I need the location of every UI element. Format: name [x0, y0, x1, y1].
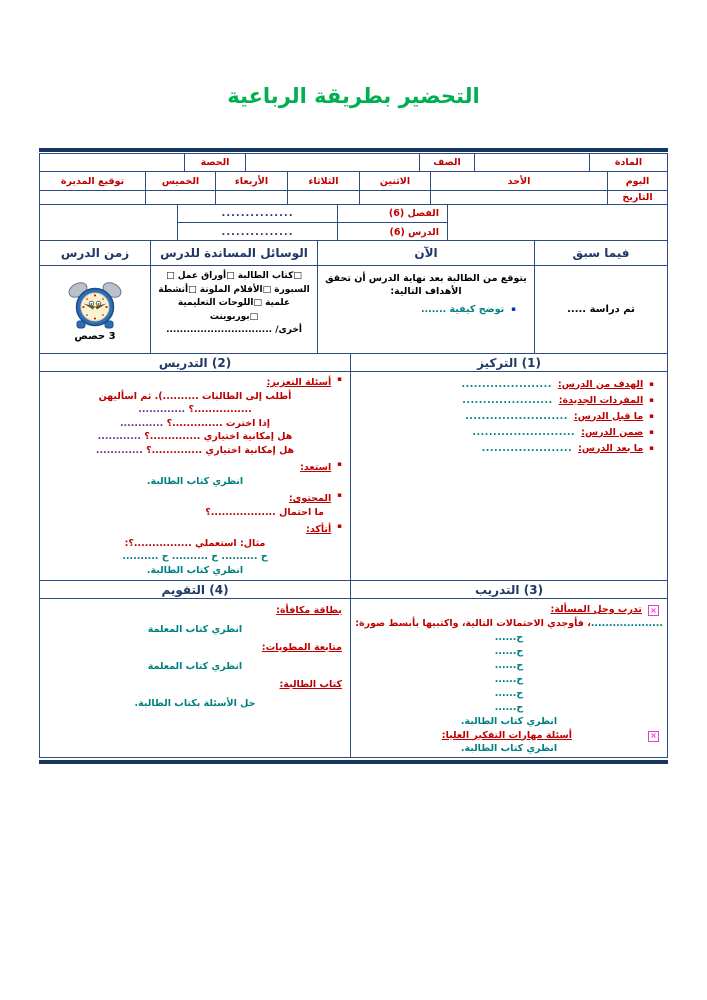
date-cell-monday[interactable]: [359, 191, 430, 204]
objective-item: [318, 303, 534, 316]
student-book-note: حل الأسئلة بكتاب الطالبة.: [134, 698, 256, 709]
time-content: [40, 266, 150, 353]
boxed-x-icon: ×: [648, 731, 659, 742]
day-tuesday: الثلاثاء: [287, 172, 359, 190]
bullet-square-icon: ▪: [649, 379, 654, 388]
row-quadrant-content-top: [40, 372, 667, 581]
bullet-square-icon: ▪: [337, 375, 342, 383]
previous-content: تم دراسة .....: [534, 266, 667, 353]
row-chapter-lesson: [40, 205, 667, 241]
bullet-square-icon: ▪: [649, 411, 654, 420]
bottom-divider: [39, 760, 668, 764]
probability-line[interactable]: ح......: [494, 645, 524, 657]
date-cell-sunday[interactable]: [430, 191, 607, 204]
day-thursday: الخميس: [145, 172, 215, 190]
row-band-headers: [40, 241, 667, 266]
confirm-h-line: ح .......... ح .......... ح ..........: [122, 551, 268, 562]
evaluation-header: (4) التقويم: [161, 582, 229, 597]
get-ready-note: انظري كتاب الطالبة.: [146, 475, 244, 487]
chapter-value[interactable]: ...............: [221, 208, 294, 219]
date-cell-tuesday[interactable]: [287, 191, 359, 204]
higher-thinking-label: × أسئلة مهارات التفكير العليا:: [351, 729, 667, 743]
chapter-label: الفصل (6): [337, 205, 447, 222]
materials-other-line[interactable]: أخرى/ ...............................: [166, 325, 302, 335]
date-cell-wednesday[interactable]: [215, 191, 287, 204]
solve-problem-line: ....................، فأوجدي الاحتمالات التالية، واكتبيها بأبسط صورة:: [355, 617, 663, 629]
row-quadrant-content-bottom: [40, 599, 667, 757]
day-sunday: الأحد: [430, 172, 607, 190]
probability-line[interactable]: ح......: [494, 659, 524, 671]
get-ready-label: ▪ استعد:: [300, 460, 342, 473]
chapter-lesson-mid: [177, 205, 447, 240]
training-header: (3) التدريب: [350, 581, 667, 598]
teaching-question: ................؟ .............: [138, 404, 252, 415]
teaching-question: إذا اخترت ..............؟ ............: [119, 417, 271, 429]
date-cell-thursday[interactable]: [145, 191, 215, 204]
reinforce-questions-label: ▪ أسئلة التعزيز:: [266, 375, 342, 388]
objectives-intro: يتوقع من الطالبة بعد نهاية الدرس أن تحقق الأهداف التالية:: [325, 273, 527, 297]
content-label: ▪ المحتوى:: [288, 491, 342, 504]
period-value-cell[interactable]: [40, 154, 184, 171]
bullet-square-icon: ▪: [649, 395, 654, 404]
content-question: ما احتمال ..................؟: [205, 506, 324, 518]
teaching-ask-line: أطلب إلى الطالبات ..........). ثم اسأليهن: [98, 390, 292, 402]
principal-signature-label: توقيع المديرة: [60, 175, 125, 187]
bullet-square-icon: ▪: [337, 522, 342, 530]
foldables-label: متابعة المطويات:: [261, 642, 342, 653]
focus-item: ▪ ضمن الدرس: .........................: [472, 426, 654, 438]
row-days: [40, 172, 667, 191]
date-cell-signature[interactable]: [40, 191, 145, 204]
time-header: زمن الدرس: [60, 246, 130, 260]
focus-item: ▪ ما بعد الدرس: ......................: [481, 442, 654, 454]
period-label: الحصة: [184, 154, 245, 171]
lesson-duration: 3 حصص: [74, 330, 116, 342]
now-content: [317, 266, 534, 353]
confirm-note: انظري كتاب الطالبة.: [146, 564, 244, 576]
reward-card-label: بطاقة مكافأة:: [276, 605, 342, 616]
training-content: [350, 599, 667, 757]
materials-content: [150, 266, 317, 353]
teaching-content: [40, 372, 350, 580]
focus-header: (1) التركيز: [350, 354, 667, 371]
row-subject: [40, 154, 667, 172]
bullet-square-icon: ▪: [511, 305, 516, 313]
confirm-label: ▪ أتأكد:: [306, 522, 342, 535]
higher-thinking-note: انظري كتاب الطالبة.: [460, 743, 558, 754]
top-divider: [39, 148, 668, 152]
row-band-content: [40, 266, 667, 354]
teaching-question: هل إمكانية اختياري ..............؟ .............: [95, 444, 295, 456]
row-date: [40, 191, 667, 205]
foldables-note: انظري كتاب المعلمة: [147, 661, 243, 672]
lesson-value[interactable]: ...............: [221, 226, 294, 238]
materials-checkbox-line[interactable]: □بوربوينت: [209, 311, 259, 322]
subject-value-cell[interactable]: [474, 154, 589, 171]
probability-line[interactable]: ح......: [494, 701, 524, 713]
class-label: الصف: [419, 154, 474, 171]
confirm-example: مثال: استعملي ................؟:: [124, 537, 266, 549]
solve-problem-label: × تدرب وحل المسألة:: [351, 603, 667, 617]
materials-checkbox-line[interactable]: السبورة □الأقلام الملونة □أنشطة: [158, 284, 310, 295]
reward-card-note: انظري كتاب المعلمة: [147, 624, 243, 635]
evaluation-content: [40, 599, 350, 757]
page-title: التحضير بطريقة الرباعية: [227, 84, 480, 108]
teaching-question: هل إمكانية اختياري ..............؟ ............: [97, 431, 293, 442]
probability-line[interactable]: ح......: [494, 687, 524, 699]
date-label: التاريخ: [607, 191, 667, 204]
boxed-x-icon: ×: [648, 605, 659, 616]
materials-header: الوسائل المساندة للدرس: [150, 241, 317, 265]
lesson-label: الدرس (6): [337, 223, 447, 240]
probability-line[interactable]: ح......: [494, 673, 524, 685]
bullet-square-icon: ▪: [337, 491, 342, 499]
previous-header: فيما سبق: [534, 241, 667, 265]
subject-label: المادة: [589, 154, 667, 171]
materials-checkbox-line[interactable]: علمية □اللوحات التعليمية: [177, 298, 291, 308]
focus-item: ▪ الهدف من الدرس: ......................: [461, 378, 654, 390]
day-label: اليوم: [607, 172, 667, 190]
alarm-clock-image: [64, 280, 126, 330]
day-monday: الاثنين: [359, 172, 430, 190]
row-quadrant-headers-top: [40, 354, 667, 372]
teaching-header: (2) التدريس: [158, 355, 232, 370]
day-wednesday: الأربعاء: [215, 172, 287, 190]
focus-content: [350, 372, 667, 580]
bullet-square-icon: ▪: [649, 443, 654, 452]
materials-checkbox-line[interactable]: □كتاب الطالبة □أوراق عمل □: [166, 271, 302, 281]
lesson-row: [178, 223, 447, 240]
row-quadrant-headers-bottom: [40, 581, 667, 599]
training-note: انظري كتاب الطالبة.: [460, 715, 558, 727]
focus-item: ▪ ما قبل الدرس: .........................: [465, 410, 654, 422]
student-book-label: كتاب الطالبة:: [279, 679, 342, 690]
chapter-lesson-right-blank-cell[interactable]: [447, 205, 667, 240]
focus-item: ▪ المفردات الجديدة: ......................: [462, 394, 654, 406]
bullet-square-icon: ▪: [649, 427, 654, 436]
class-value-cell[interactable]: [245, 154, 419, 171]
lesson-plan-table: [39, 148, 668, 764]
chapter-row: [178, 205, 447, 223]
now-header: الآن: [317, 241, 534, 265]
bullet-square-icon: ▪: [337, 460, 342, 468]
probability-line[interactable]: ح......: [494, 631, 524, 643]
chapter-lesson-left-blank-cell[interactable]: [40, 205, 177, 240]
objective-text: توضح كيفية .......: [420, 304, 505, 315]
